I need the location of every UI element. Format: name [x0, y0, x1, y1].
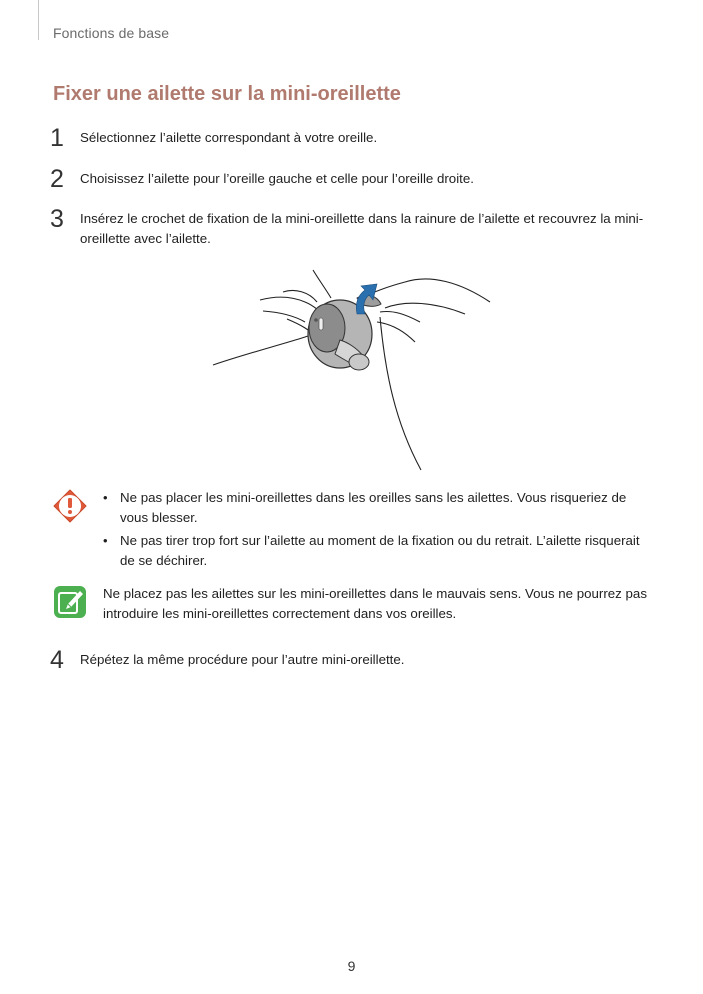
- note-block: [53, 584, 653, 628]
- step-text: Sélectionnez l’ailette correspondant à votre oreille.: [80, 130, 378, 145]
- step-number: 3: [50, 205, 64, 233]
- warning-list: [100, 488, 650, 574]
- step-text: Choisissez l’ailette pour l’oreille gauche et celle pour l’oreille droite.: [80, 171, 474, 186]
- step-number: 4: [50, 646, 64, 674]
- step-number: 2: [50, 165, 64, 193]
- warning-item-text: Ne pas placer les mini-oreillettes dans les oreilles sans les ailettes. Vous risqueriez de vous blesser.: [120, 490, 627, 525]
- warning-block: [53, 488, 653, 570]
- page-title: Fixer une ailette sur la mini-oreillette: [53, 83, 401, 105]
- step-number: 1: [50, 124, 64, 152]
- bullet-icon: •: [103, 490, 108, 505]
- step-text: Insérez le crochet de fixation de la mini-oreillette dans la rainure de l’ailette et recouvrez la mini-oreillette avec l’ailette.: [80, 211, 644, 246]
- warning-item-text: Ne pas tirer trop fort sur l’ailette au moment de la fixation ou du retrait. L’ailette risquerait de se déchirer.: [120, 533, 640, 568]
- caution-icon: [53, 489, 87, 523]
- section-header: Fonctions de base: [53, 25, 170, 41]
- note-text: Ne placez pas les ailettes sur les mini-oreillettes dans le mauvais sens. Vous ne pourrez pas introduire les mini-oreillettes correctement dans vos oreilles.: [103, 586, 647, 621]
- page-number: 9: [347, 958, 356, 974]
- earbud-wingtip-illustration: [205, 262, 500, 474]
- bullet-icon: •: [103, 533, 108, 548]
- warning-item: [100, 488, 650, 528]
- header-rule: [38, 0, 39, 40]
- step-text: Répétez la même procédure pour l’autre mini-oreillette.: [80, 652, 405, 667]
- pencil-note-icon: [53, 585, 87, 619]
- warning-item: [100, 531, 650, 571]
